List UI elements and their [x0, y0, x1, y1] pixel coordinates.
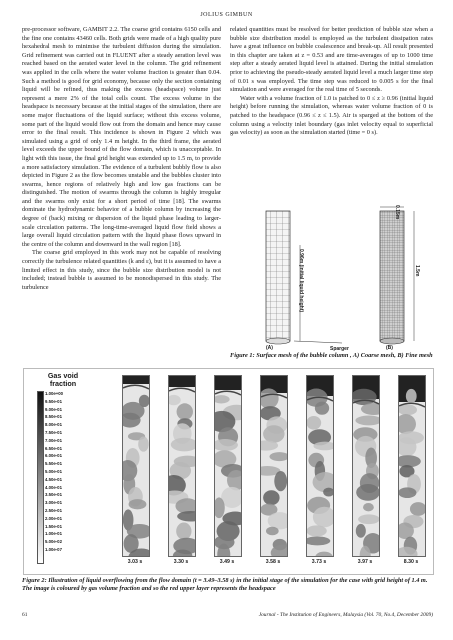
legend-ticks — [45, 390, 63, 554]
colorbar — [37, 391, 44, 564]
time-label: 3.58 s — [265, 559, 281, 565]
legend-tick: 9.50e-01 — [45, 398, 62, 404]
left-column — [22, 26, 221, 292]
time-label: 3.30 s — [173, 559, 189, 565]
figure-1-mesh — [252, 205, 432, 353]
journal-info: Journal - The Institution of Engineers, Malaysia (Vol. 70, No.4, December 2009) — [258, 612, 433, 618]
legend-tick: 8.00e-01 — [45, 422, 62, 428]
width-label: 0.15m — [394, 205, 400, 220]
legend-tick: 1.00e-01 — [45, 531, 62, 537]
sparger-label: Sparger — [330, 346, 349, 352]
legend-tick: 3.00e-01 — [45, 500, 62, 506]
figure-2 — [23, 368, 434, 575]
time-label: 8.30 s — [403, 559, 419, 565]
legend-tick: 4.50e-01 — [45, 476, 62, 482]
legend-tick: 9.00e-01 — [45, 406, 62, 412]
legend-title: Gas void fraction — [47, 371, 79, 388]
contour-panel — [306, 375, 334, 557]
length-label: 1.5m — [414, 265, 420, 277]
legend-tick: 1.50e-01 — [45, 523, 62, 529]
legend-tick: 5.00e-02 — [45, 539, 62, 545]
legend-tick: 1.00e+00 — [45, 391, 64, 396]
legend-tick: 7.00e-01 — [45, 437, 62, 443]
time-label: 3.49 s — [219, 559, 235, 565]
time-label: 3.73 s — [311, 559, 327, 565]
contour-panel — [122, 375, 150, 557]
legend-tick: 6.50e-01 — [45, 445, 62, 451]
legend-tick: 3.50e-01 — [45, 492, 62, 498]
legend-tick: 6.00e-01 — [45, 453, 62, 459]
right-column — [230, 26, 433, 138]
page-number: 61 — [22, 612, 28, 618]
figure-2-caption: Figure 2: Illustration of liquid overflowing from the flow domain (t = 3.49–3.58 s) in the initial stage of the simulation for the case with grid height of 1.4 m. The image is coloured by gas volume fraction and so the red upper layer represents the headspace — [22, 577, 428, 593]
mesh-drawing — [252, 205, 432, 353]
legend-tick: 5.00e-01 — [45, 468, 62, 474]
figure-1-caption: Figure 1: Surface mesh of the bubble column , A) Coarse mesh, B) Fine mesh — [230, 352, 433, 359]
legend-tick: 7.50e-01 — [45, 429, 62, 435]
time-label: 3.97 s — [357, 559, 373, 565]
contour-panel — [260, 375, 288, 557]
contour-panel — [168, 375, 196, 557]
label-b: (B) — [386, 345, 393, 351]
paragraph: pre-processor software, GAMBIT 2.2. The coarse grid contains 6150 cells and the fine one contains 43460 cells. Both grids were made of a high quality pure hexahedral mesh to minimise the turbulent diffusion during the simulation. Grid refinement was carried out in FLUENT after a steady aeration level was reached based on the aerated water level in the column. The grid refinement was applied in the cells where the water volume fraction is greater than 0.04. Such a method is good for grid economy, because only the section containing liquid will be refined, thus making the excess (headspace) volume just represent a mere 2% of the total cells count. The excess volume in the headspace is necessary because at the initial stages of the simulation, there are some major fluctuations of the liquid surface; without this excess volume, some part of the liquid would flow out from the domain and hence may cause error to the final result. This incidence is shown in Figure 2 which was simulated using a grid of only 1.4 m height. In the third frame, the aerated level exceeds the upper bound of the flow domain, which is unacceptable. In light with this issue, the final grid height was extended up to 1.5 m, to provide a more satisfactory simulation. The evidence of a turbulent bubbly flow is also depicted in Figure 2 as the flow becomes unstable and the bubbles cluster into swarms, hence regions of relatively high and low gas fractions can be distinguished. The motion of swarms through the column is highly irregular and the swarms only exist for a short period of time [18]. The swarms dominate the hydrodynamic behavior of a bubble column by increasing the degree of (back) mixing or dispersion of the liquid phase leading to larger-scale circulation patterns. The long-time-averaged liquid flow field shows a large overall liquid circulation pattern with the liquid phase flows upward in the centre of the column and downward in the wall region [18]. — [22, 26, 221, 248]
contour-panel — [352, 375, 380, 557]
time-label: 3.03 s — [127, 559, 143, 565]
contour-panel — [214, 375, 242, 557]
legend-tick: 5.50e-01 — [45, 461, 62, 467]
label-a: (A) — [266, 345, 273, 351]
height-label: 0.96m (initial liquid height) — [298, 249, 304, 313]
legend-tick: 8.50e-01 — [45, 414, 62, 420]
contour-panel — [398, 375, 426, 557]
legend-tick: 1.00e-07 — [45, 546, 62, 552]
legend-tick: 4.00e-01 — [45, 484, 62, 490]
paragraph: The coarse grid employed in this work may not be capable of resolving correctly the turbulence related quantities (k and ε), but it is assumed to have a limited effect in this study, since the bubble size distribution model is not included; instead bubble is assumed to be monodispersed in this study. The turbulence — [22, 249, 221, 291]
legend-tick: 2.00e-01 — [45, 515, 62, 521]
paragraph: Water with a volume fraction of 1.0 is patched to 0 ≤ z ≥ 0.96 (initial liquid height) before running the simulation, whereas water volume fraction of 0 is patched to the headspace (0.96 ≤ z ≤ 1.5). Air is sparged at the bottom of the column using a velocity inlet boundary (gas inlet velocity equal to superficial gas velocity) as soon as the simulation started (time = 0 s). — [230, 94, 433, 137]
running-head: JOLIUS GIMBUN — [200, 12, 253, 18]
paragraph: related quantities must be resolved for better prediction of bubble size when a bubble size distribution model is employed as the turbulent dissipation rates have a great influence on bubble coalescence and break-up. All result presented in this chapter are taken at z = 0.53 and are time-averages of up to 1000 time step after a steady aerated liquid level is attained. During the initial simulation prior to achieving the pseudo-steady aerated liquid level a much larger time step of 0.01 s was employed. The time step was reduced to 0.005 s for the final simulation and were averaged for the real time of 5 seconds. — [230, 26, 433, 94]
legend-tick: 2.50e-01 — [45, 507, 62, 513]
